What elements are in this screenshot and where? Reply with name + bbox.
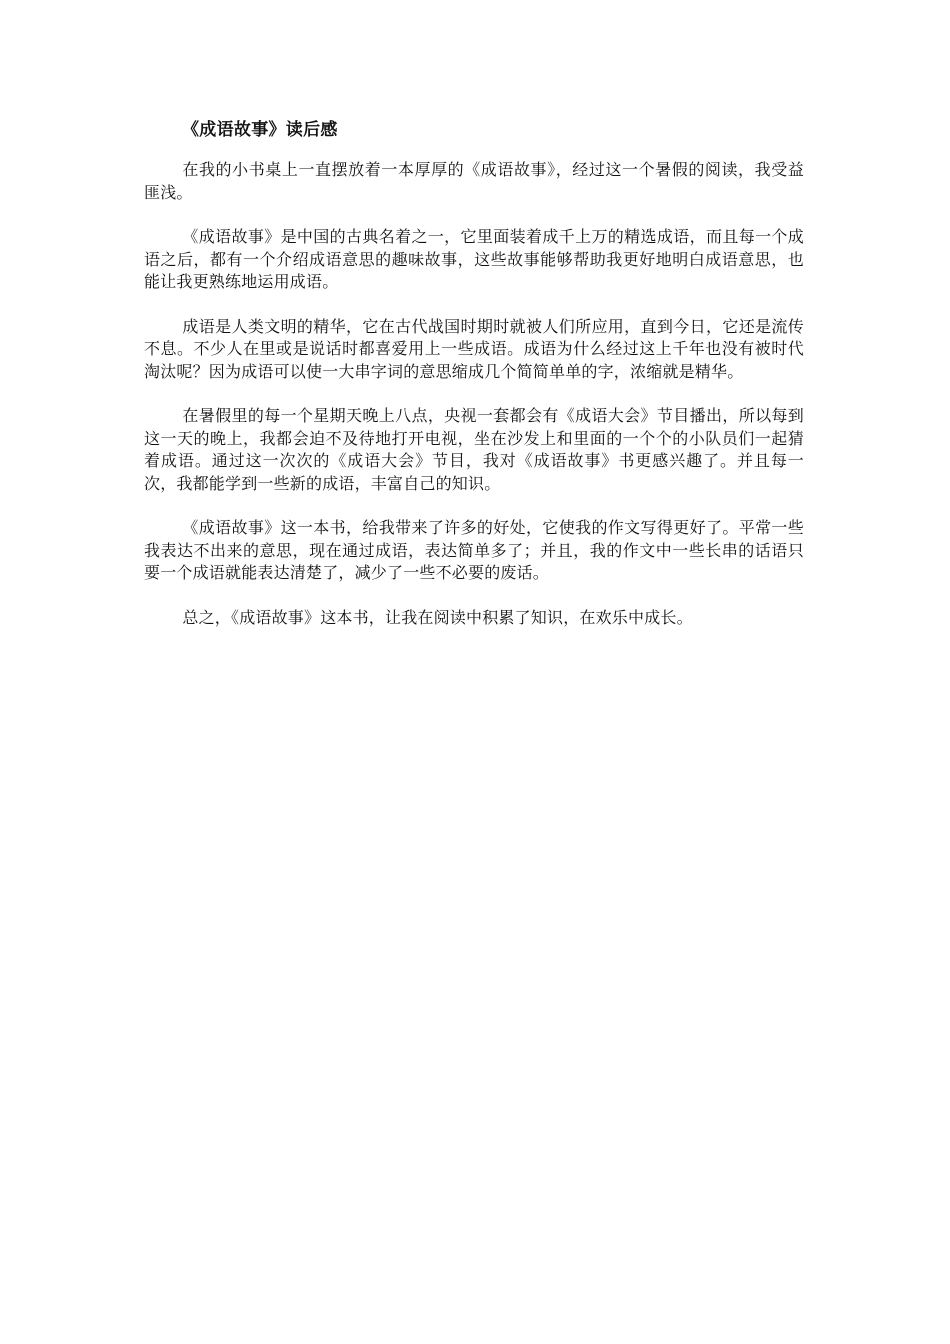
paragraph-2: 《成语故事》是中国的古典名着之一，它里面装着成千上万的精选成语，而且每一个成语之后，都有一个介绍成语意思的趣味故事，这些故事能够帮助我更好地明白成语意思，也能让我更熟练地运用成语。	[144, 227, 804, 291]
paragraph-1: 在我的小书桌上一直摆放着一本厚厚的《成语故事》，经过这一个暑假的阅读，我受益匪浅。	[144, 160, 804, 202]
paragraph-5: 《成语故事》这一本书，给我带来了许多的好处，它使我的作文写得更好了。平常一些我表达不出来的意思，现在通过成语，表达简单多了；并且，我的作文中一些长串的话语只要一个成语就能表达清楚了，减少了一些不必要的废话。	[144, 518, 804, 582]
document-body	[144, 118, 804, 651]
paragraph-4: 在暑假里的每一个星期天晚上八点，央视一套都会有《成语大会》节目播出，所以每到这一天的晚上，我都会迫不及待地打开电视，坐在沙发上和里面的一个个的小队员们一起猜着成语。通过这一次次的《成语大会》节目，我对《成语故事》书更感兴趣了。并且每一次，我都能学到一些新的成语，丰富自己的知识。	[144, 406, 804, 493]
paragraph-3: 成语是人类文明的精华，它在古代战国时期时就被人们所应用，直到今日，它还是流传不息。不少人在里或是说话时都喜爱用上一些成语。成语为什么经过这上千年也没有被时代淘汰呢？因为成语可以使一大串字词的意思缩成几个简简单单的字，浓缩就是精华。	[144, 316, 804, 381]
paragraph-6: 总之，《成语故事》这本书，让我在阅读中积累了知识，在欢乐中成长。	[182, 607, 693, 627]
document-title: 《成语故事》读后感	[182, 120, 338, 140]
